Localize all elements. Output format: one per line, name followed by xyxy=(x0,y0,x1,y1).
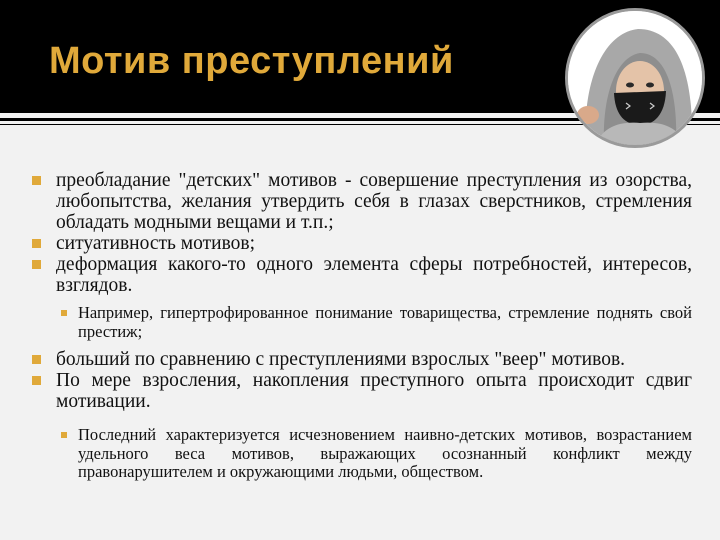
list-item-text: ситуативность мотивов; xyxy=(56,233,256,254)
square-bullet-icon xyxy=(32,376,41,385)
list-item xyxy=(30,233,692,254)
square-bullet-icon xyxy=(32,239,41,248)
hooded-person-icon xyxy=(568,11,702,145)
slide-title: Мотив преступлений xyxy=(49,40,454,82)
sub-list-item-text: Последний характеризуется исчезновением наивно-детских мотивов, возрастанием удельного веса мотивов, выражающих осознанный конфликт между правонарушителем и окружающими людьми, обществом. xyxy=(78,425,692,481)
list-item-text: деформация какого-то одного элемента сферы потребностей, интересов, взглядов. xyxy=(56,254,692,296)
bullet-list xyxy=(30,170,692,482)
sub-list-item-text: Например, гипертрофированное понимание товарищества, стремление поднять свой престиж; xyxy=(78,303,692,341)
hooded-person-photo xyxy=(565,8,705,148)
square-bullet-icon xyxy=(32,260,41,269)
square-bullet-icon xyxy=(32,355,41,364)
list-item-text: По мере взросления, накопления преступного опыта происходит сдвиг мотивации. xyxy=(56,370,692,412)
list-item xyxy=(30,349,692,370)
list-item-text: преобладание "детских" мотивов - совершение преступления из озорства, любопытства, желания утвердить себя в глазах сверстников, стремления обладать модными вещами и т.п.; xyxy=(56,170,692,233)
square-bullet-icon xyxy=(61,310,67,316)
list-item-text: больший по сравнению с преступлениями взрослых "веер" мотивов. xyxy=(56,349,626,370)
list-item xyxy=(30,254,692,296)
list-item xyxy=(30,170,692,233)
square-bullet-icon xyxy=(32,176,41,185)
sub-list-item xyxy=(30,304,692,341)
list-item xyxy=(30,370,692,412)
sub-list-item xyxy=(30,426,692,482)
square-bullet-icon xyxy=(61,432,67,438)
